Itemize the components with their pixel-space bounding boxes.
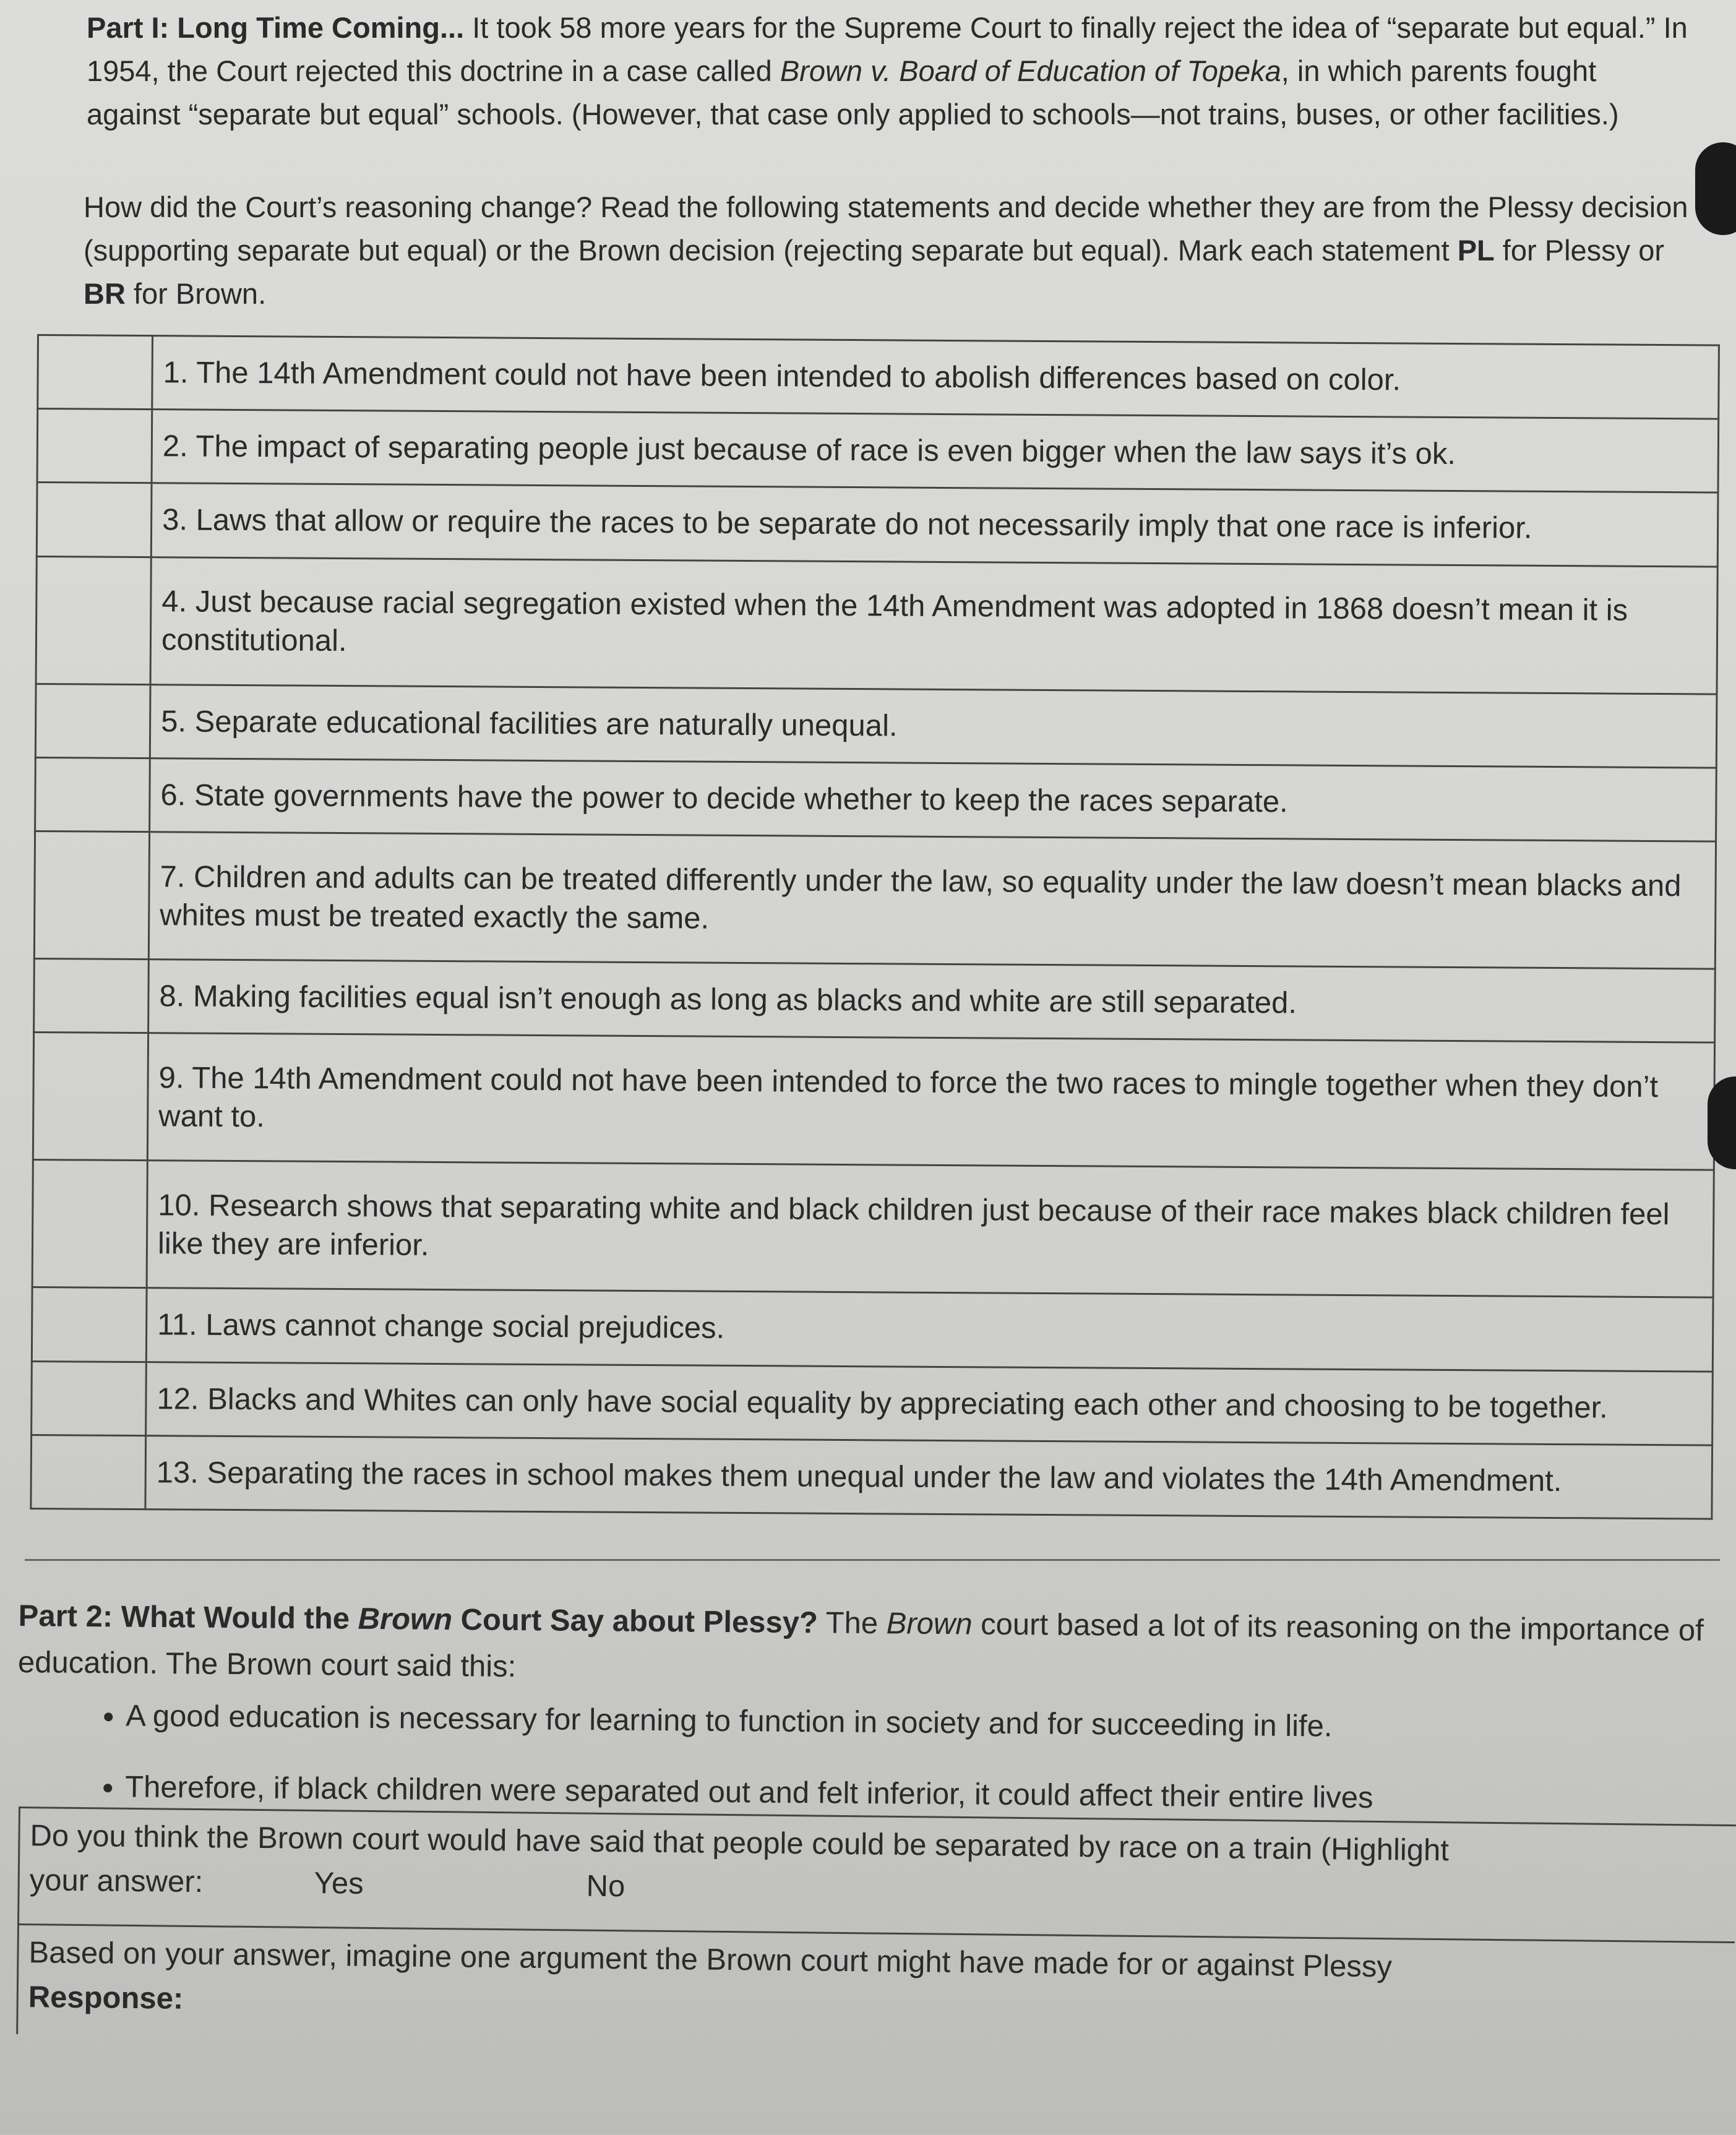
instructions-text: How did the Court’s reasoning change? Read the following statements and decide whether they are from the Plessy decision (supporting separate but equal) or the Brown decision (rejecting separate but equal). Mark each statement <box>84 191 1688 267</box>
statement-text: 7. Children and adults can be treated differently under the law, so equality under the law doesn’t mean blacks and whites must be treated exactly the same. <box>148 832 1716 969</box>
statement-row <box>34 959 1716 1043</box>
statement-text: 3. Laws that allow or require the races to be separate do not necessarily imply that one race is inferior. <box>151 483 1718 567</box>
intro-text: It took 58 more years for the Supreme Court to finally reject the idea of “separate but equal.” In 1954, the Court rejected this doctrine in a case called <box>87 11 1688 87</box>
instructions <box>84 186 1692 316</box>
mark-cell[interactable] <box>32 1160 147 1288</box>
statement-text: 12. Blacks and Whites can only have social equality by appreciating each other and choosing to be together. <box>146 1362 1713 1445</box>
statement-text: 5. Separate educational facilities are naturally unequal. <box>150 684 1717 768</box>
instructions-text-2: for Plessy or <box>1494 234 1664 267</box>
mark-cell[interactable] <box>35 757 150 831</box>
part2-text-a: The <box>817 1606 887 1641</box>
section-divider <box>25 1559 1720 1561</box>
statement-row <box>32 1287 1713 1372</box>
mark-cell[interactable] <box>35 684 150 758</box>
statement-row <box>38 335 1719 419</box>
statement-row <box>36 556 1717 694</box>
intro-text-end: , in which parents fought against “separate but equal” schools. (However, that case only applied to schools—not trains, buses, or other facilities.) <box>87 54 1619 131</box>
statement-row <box>31 1435 1712 1519</box>
statement-row <box>32 1160 1714 1298</box>
statements-body <box>31 335 1719 1519</box>
statement-text: 8. Making facilities equal isn’t enough as long as blacks and white are still separated. <box>148 960 1716 1043</box>
statement-text: 9. The 14th Amendment could not have been intended to force the two races to mingle together when they don’t want to. <box>147 1033 1714 1171</box>
binder-hole <box>1708 1076 1736 1169</box>
mark-cell[interactable] <box>38 335 153 410</box>
mark-cell[interactable] <box>36 556 151 684</box>
statement-row <box>37 483 1718 567</box>
statement-row <box>35 757 1717 841</box>
part2-heading-b: Court Say about Plessy? <box>452 1603 819 1640</box>
pl-code: PL <box>1457 234 1495 267</box>
statement-text: 4. Just because racial segregation existed when the 14th Amendment was adopted in 1868 doesn’t mean it is constitutional. <box>150 557 1717 694</box>
part1-intro <box>87 6 1695 141</box>
instructions-text-3: for Brown. <box>125 277 267 310</box>
train-question-box <box>17 1806 1736 1941</box>
mark-cell[interactable] <box>37 409 152 483</box>
statements-table <box>30 334 1720 1520</box>
train-question: Do you think the Brown court would have said that people could be separated by race on a train (Highlight <box>30 1819 1450 1868</box>
statement-text: 6. State governments have the power to decide whether to keep the races separate. <box>150 758 1717 841</box>
statement-text: 10. Research shows that separating white and black children just because of their race makes black children feel like they are inferior. <box>147 1161 1714 1298</box>
binder-hole <box>1695 142 1736 235</box>
statement-row <box>37 409 1719 493</box>
case-name: Brown v. Board of Education of Topeka <box>780 54 1281 87</box>
statement-text: 11. Laws cannot change social prejudices. <box>146 1288 1713 1372</box>
mark-cell[interactable] <box>32 1287 147 1362</box>
statement-text: 1. The 14th Amendment could not have been intended to abolish differences based on color. <box>152 336 1719 419</box>
mark-cell[interactable] <box>34 959 149 1033</box>
statement-row <box>35 684 1717 768</box>
answer-no[interactable]: No <box>586 1869 625 1904</box>
mark-cell[interactable] <box>31 1435 146 1509</box>
mark-cell[interactable] <box>34 831 149 959</box>
part2-heading-a: Part 2: What Would the <box>18 1599 358 1636</box>
statement-row <box>33 1033 1714 1171</box>
br-code: BR <box>84 277 126 310</box>
part2-text-b: court based a lot of its reasoning on the importance of education. The Brown court said this: <box>17 1607 1704 1684</box>
statement-text: 13. Separating the races in school makes them unequal under the law and violates the 14th Amendment. <box>145 1435 1712 1519</box>
answer-area <box>16 1806 1736 2052</box>
part2-text-brown: Brown <box>886 1607 973 1641</box>
mark-cell[interactable] <box>37 483 152 557</box>
statement-text: 2. The impact of separating people just because of race is even bigger when the law says it’s ok. <box>152 410 1719 493</box>
argument-box <box>16 1923 1735 2052</box>
statement-row <box>34 831 1716 969</box>
bullet-item: • A good education is necessary for learning to function in society and for succeeding in life. <box>126 1693 1713 1753</box>
argument-prompt: Based on your answer, imagine one argument the Brown court might have made for or against Plessy <box>28 1936 1393 1984</box>
response-label[interactable]: Response: <box>28 1980 184 2016</box>
part2-heading-brown: Brown <box>358 1602 453 1637</box>
statement-row <box>32 1361 1713 1445</box>
answer-yes[interactable]: Yes <box>314 1867 364 1901</box>
answer-label: your answer: <box>29 1863 204 1899</box>
part1-heading: Part I: Long Time Coming... <box>87 11 465 44</box>
mark-cell[interactable] <box>33 1033 148 1161</box>
mark-cell[interactable] <box>32 1361 147 1435</box>
brown-reasoning-list <box>17 1692 1713 1824</box>
bullet-item: • Therefore, if black children were separated out and felt inferior, it could affect their entire lives <box>125 1764 1712 1824</box>
